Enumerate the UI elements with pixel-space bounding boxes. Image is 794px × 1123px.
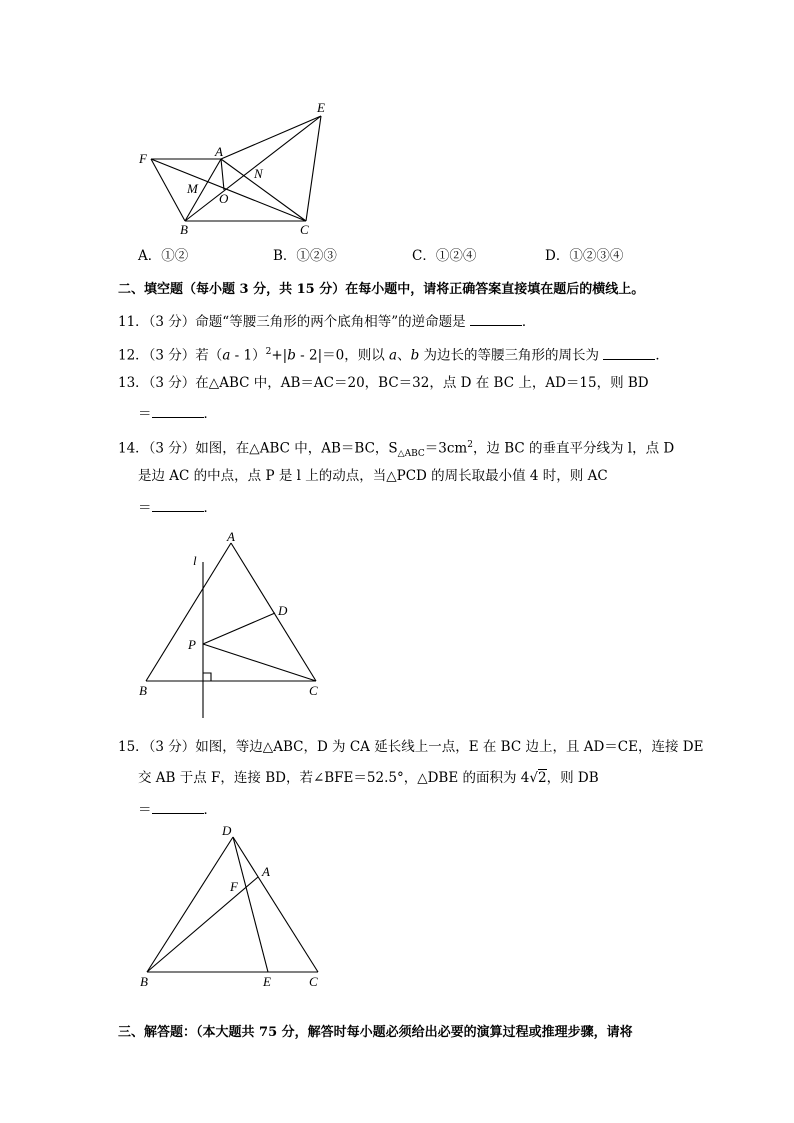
fig1-label-M: M bbox=[187, 181, 198, 196]
fig2-label-B: B bbox=[139, 683, 147, 698]
q12-var-a: a bbox=[222, 347, 231, 364]
question-13-line1: 13．（3 分）在△ABC 中，AB＝AC＝20，BC＝32，点 D 在 BC 上，AD＝15，则 BD bbox=[118, 375, 649, 391]
q12-var-b: b bbox=[287, 347, 296, 364]
q12-end: ． bbox=[655, 347, 669, 364]
fig2-label-D: D bbox=[278, 603, 288, 618]
q11-text: 11．（3 分）命题“等腰三角形的两个底角相等”的逆命题是 bbox=[118, 314, 466, 330]
q12-mid1: - 1） bbox=[230, 347, 266, 364]
fig3-label-C: C bbox=[309, 974, 318, 989]
q14-part-c: ，边 BC 的垂直平分线为 l，点 D bbox=[472, 440, 675, 457]
fig3-label-D: D bbox=[222, 823, 232, 838]
fig1-label-F: F bbox=[139, 151, 147, 166]
q14-superscript: 2 bbox=[467, 440, 473, 450]
fig3-label-A: A bbox=[262, 864, 270, 879]
fig2-label-C: C bbox=[309, 683, 318, 698]
option-b: B．①②③ bbox=[273, 248, 337, 264]
q15-end: ． bbox=[203, 802, 217, 818]
fig1-label-N: N bbox=[254, 166, 263, 181]
q14-equals: ＝ bbox=[138, 500, 152, 516]
q11-end: ． bbox=[521, 314, 536, 330]
question-15-line1: 15．（3 分）如图，等边△ABC，D 为 CA 延长线上一点，E 在 BC 边上，且 AD＝CE，连接 DE bbox=[118, 739, 704, 755]
fig3-label-F: F bbox=[230, 879, 238, 894]
fig1-label-B: B bbox=[180, 222, 188, 237]
q13-end: ． bbox=[203, 406, 217, 422]
fig2-label-P: P bbox=[188, 637, 196, 652]
fig2-label-A: A bbox=[227, 529, 235, 544]
segment-BA bbox=[147, 877, 258, 972]
q12-var-b2: b bbox=[410, 347, 420, 364]
q12-var-a2: a bbox=[389, 347, 398, 364]
section-2-heading: 二、填空题（每小题 3 分，共 15 分）在每小题中，请将正确答案直接填在题后的横线上。 bbox=[118, 282, 645, 297]
fig1-label-E: E bbox=[317, 100, 325, 115]
q12-pre: 12．（3 分）若（ bbox=[118, 347, 223, 364]
q14-part-b: ＝3cm bbox=[424, 440, 468, 457]
fig1-label-C: C bbox=[300, 222, 309, 237]
sqrt-symbol: √ bbox=[529, 770, 538, 786]
fig3-label-B: B bbox=[140, 974, 148, 989]
q15-part-b: ，则 DB bbox=[546, 770, 599, 786]
fig1-label-A: A bbox=[215, 144, 223, 159]
q14-part-a: 14．（3 分）如图，在△ABC 中，AB＝BC，S bbox=[118, 440, 398, 457]
q12-exponent: 2 bbox=[265, 347, 272, 357]
question-14-line2: 是边 AC 的中点，点 P 是 l 上的动点，当△PCD 的周长取最小值 4 时，则 AC bbox=[138, 468, 608, 484]
option-c: C．①②④ bbox=[412, 248, 477, 264]
q15-radicand: 2 bbox=[537, 770, 547, 786]
q12-post: 为边长的等腰三角形的周长为 bbox=[419, 347, 600, 364]
segment-DC bbox=[233, 837, 318, 972]
segment-DB bbox=[147, 837, 233, 972]
option-d: D．①②③④ bbox=[545, 248, 624, 264]
q12-mid3: - 2|＝0，则以 bbox=[295, 347, 390, 364]
segment-DE bbox=[233, 837, 268, 972]
q14-subscript: △ABC bbox=[397, 449, 425, 460]
q15-part-a: 交 AB 于点 F，连接 BD，若∠BFE＝52.5°，△DBE 的面积为 4 bbox=[138, 770, 530, 786]
q13-equals: ＝ bbox=[138, 406, 152, 422]
q15-equals: ＝ bbox=[138, 802, 152, 818]
q14-end: ． bbox=[203, 500, 217, 516]
option-a: A．①② bbox=[138, 248, 189, 264]
fig3-label-E: E bbox=[263, 974, 271, 989]
fig1-label-O: O bbox=[219, 191, 229, 206]
section-3-heading: 三、解答题：（本大题共 75 分，解答时每小题必须给出必要的演算过程或推理步骤，请将 bbox=[118, 1025, 633, 1040]
q12-mid2: +| bbox=[271, 347, 288, 364]
fig2-label-l: l bbox=[193, 553, 197, 568]
q12-mid4: 、 bbox=[397, 347, 411, 364]
